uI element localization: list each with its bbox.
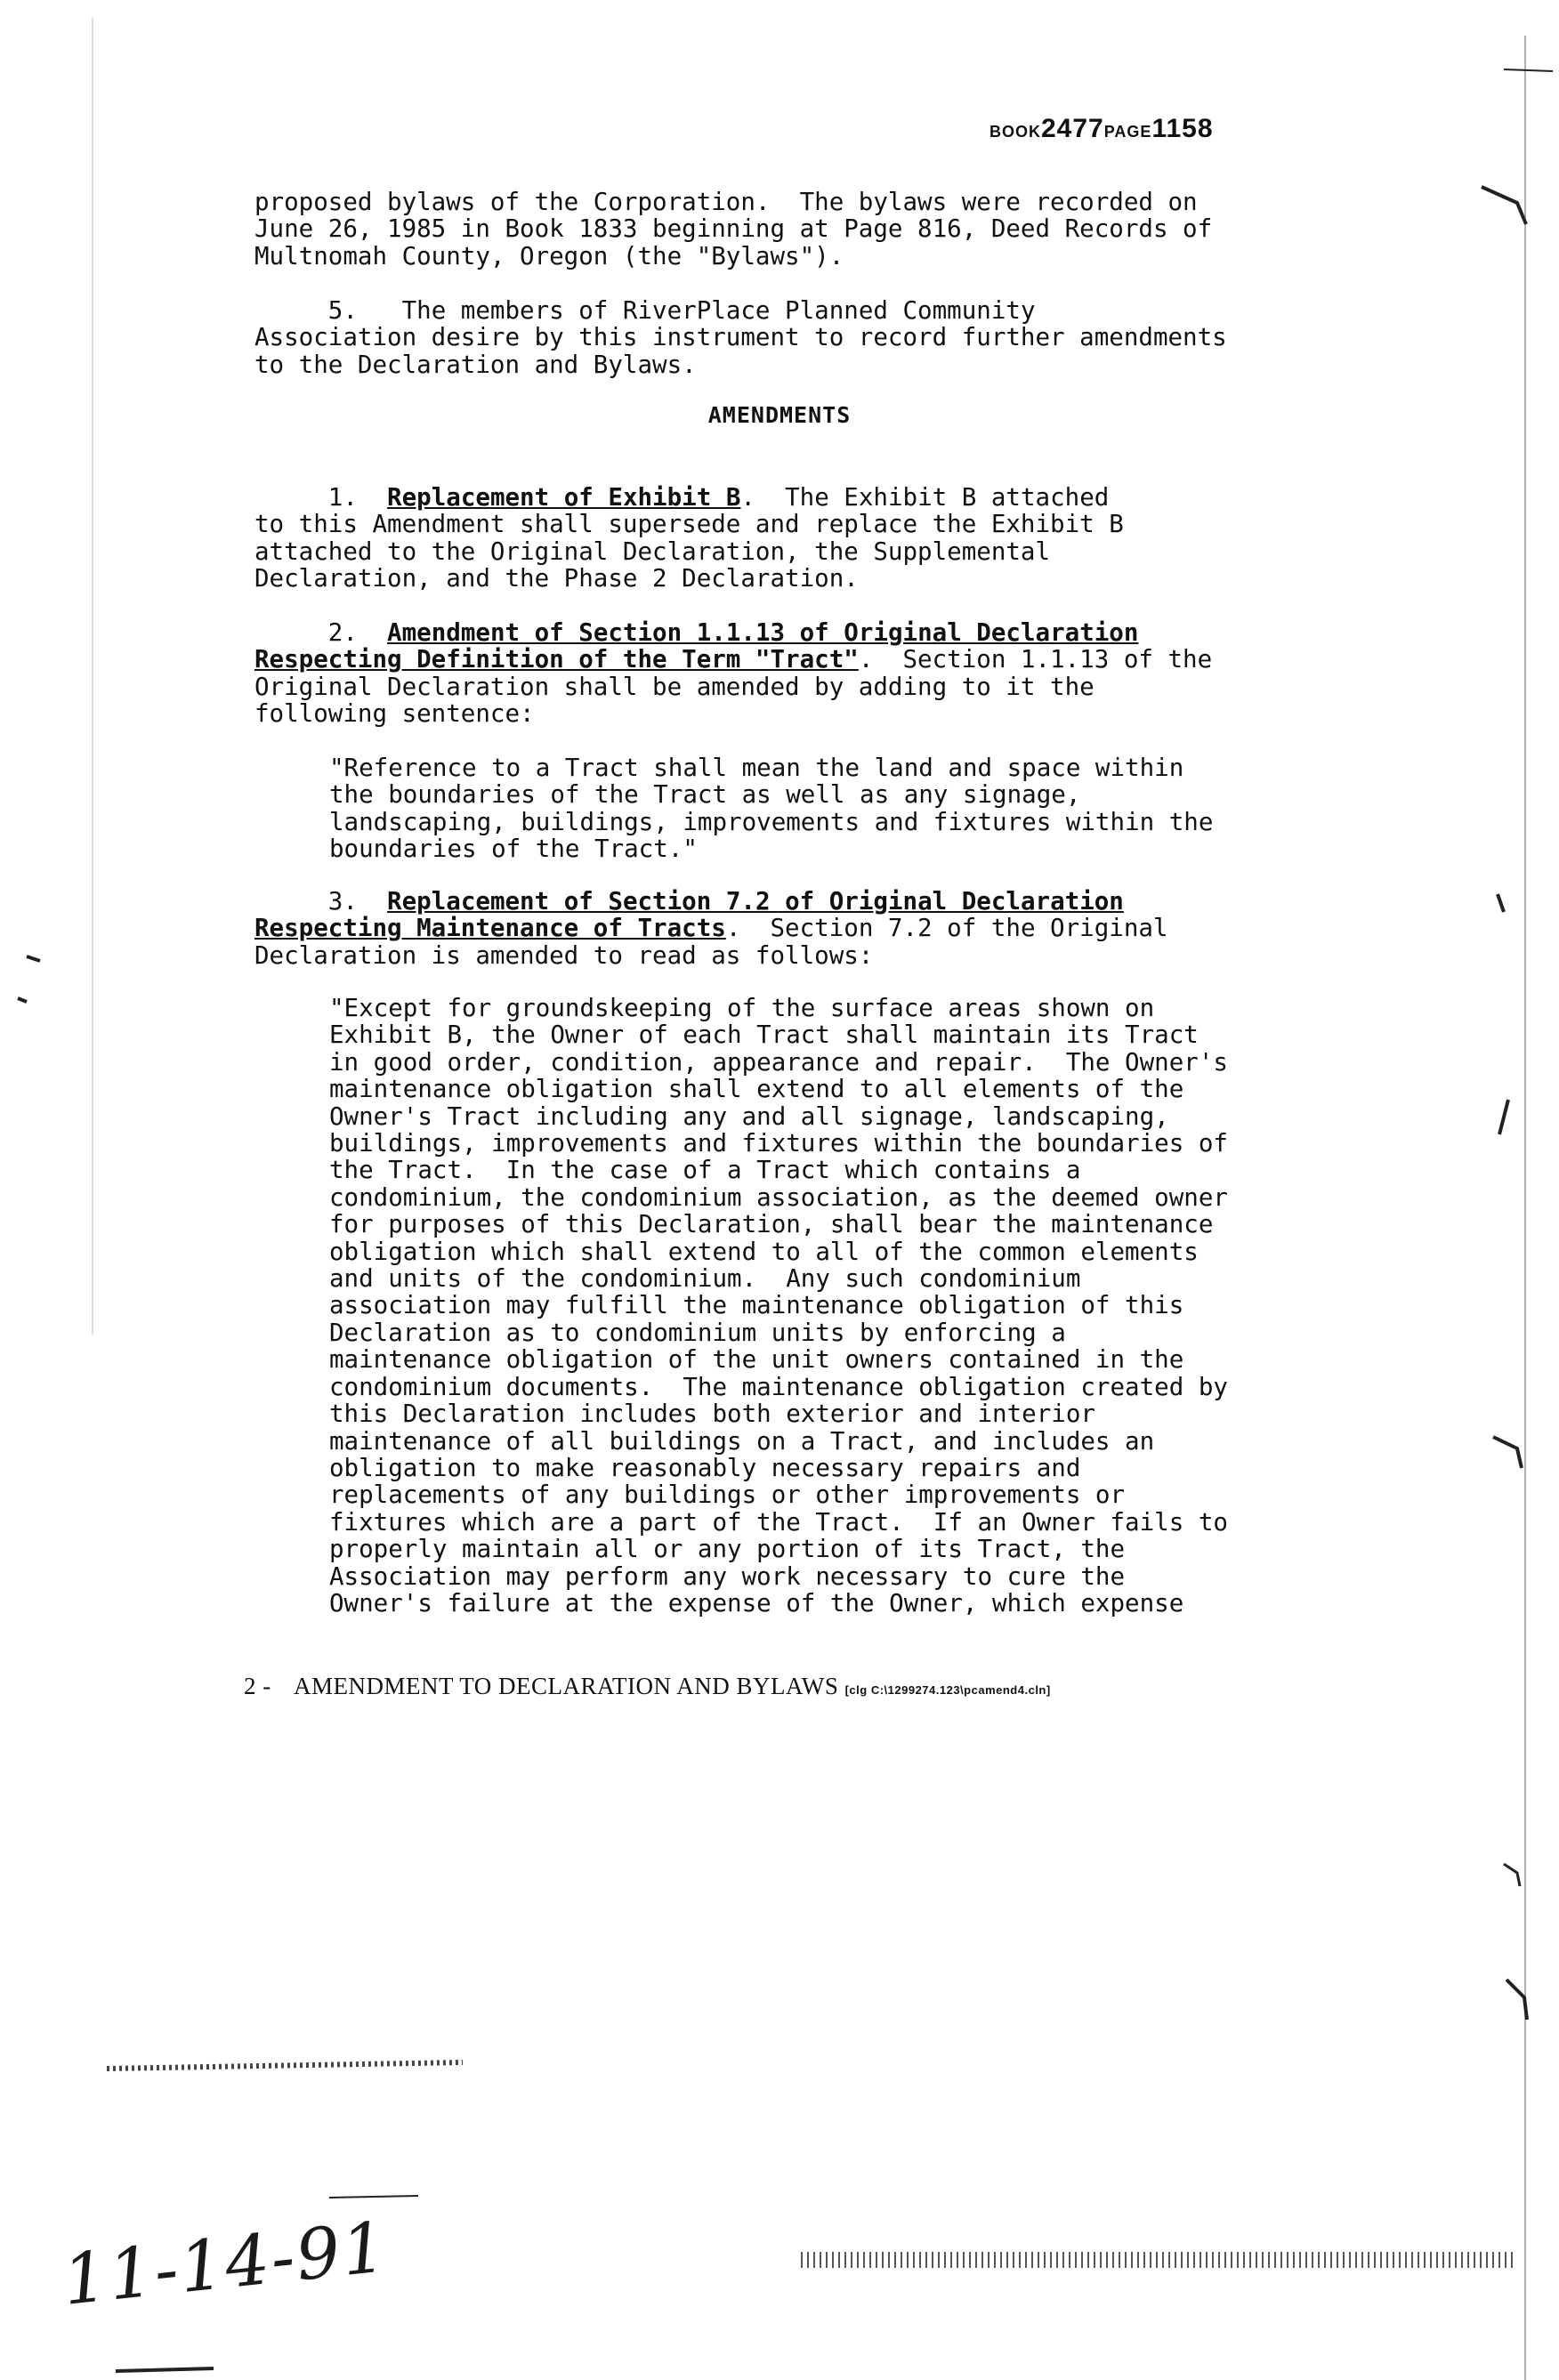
amendment-1-number: 1. <box>327 483 358 512</box>
amendment-2-text: . Section 1.1.13 of the Original Declaration shall be amended by adding to it the following sentence: <box>254 645 1213 729</box>
handwritten-date: 11-14-91 <box>59 2207 392 2321</box>
footer-page-number: 2 <box>244 1673 256 1699</box>
book-number: 2477 <box>1041 114 1104 143</box>
amendment-2-title-line2: Respecting Definition of the Term "Tract" <box>254 645 859 674</box>
footer-title: AMENDMENT TO DECLARATION AND BYLAWS <box>294 1673 839 1699</box>
amendment-2-quote: "Reference to a Tract shall mean the land and space within the boundaries of the Tract as well as any signage, landscaping, buildings, improvements and fixtures within the boundaries of the Tract." <box>329 754 1214 864</box>
book-label: BOOK <box>990 123 1041 141</box>
page-number: 1158 <box>1151 114 1214 143</box>
amendment-3-number: 3. <box>327 887 358 916</box>
amendment-1-title: Replacement of Exhibit B <box>387 483 741 512</box>
bylaws-paragraph: proposed bylaws of the Corporation. The bylaws were recorded on June 26, 1985 in Book 1833 beginning at Page 816, Deed Records of Multnomah County, Oregon (the "Bylaws"). <box>254 188 1213 270</box>
page-label: PAGE <box>1103 123 1152 141</box>
amendment-2-number: 2. <box>327 618 358 647</box>
footer-dash: - <box>263 1673 271 1699</box>
paragraph-five: 5. The members of RiverPlace Planned Community Association desire by this instrument to record further amendments to the Declaration and Bylaws. <box>254 296 1227 379</box>
amendments-heading: AMENDMENTS <box>707 402 852 428</box>
footer-file-code: [clg C:\1299274.123\pcamend4.cln] <box>844 1683 1051 1697</box>
amendment-3-title-line1: Replacement of Section 7.2 of Original Declaration <box>387 887 1124 916</box>
amendment-3-quote: "Except for groundskeeping of the surface areas shown on Exhibit B, the Owner of each Tract shall maintain its Tract in good order, condition, appearance and repair. The Owner's maintenance obligation shall extend to all elements of the Owner's Tract including any and all signage, landscaping, buildings, improvements and fixtures within the boundaries of the Tract. In the case of a Tract which contains a condominium, the condominium association, as the deemed owner for purposes of this Declaration, shall bear the maintenance obligation which shall extend to all of the common elements and units of the condominium. Any such condominium association may fulfill the maintenance obligation of this Declaration as to condominium units by enforcing a maintenance obligation of the unit owners contained in the condominium documents. The maintenance obligation created by this Declaration includes both exterior and interior maintenance of all buildings on a Tract, and includes an obligation to make reasonably necessary repairs and replacements of any buildings or other improvements or fixtures which are a part of the Tract. If an Owner fails to properly maintain all or any portion of its Tract, the Association may perform any work necessary to cure the Owner's failure at the expense of the Owner, which expense <box>329 994 1228 1618</box>
amendment-1-text: . The Exhibit B attached to this Amendment shall supersede and replace the Exhibit B attached to the Original Declaration, the Supplemental Declaration, and the Phase 2 Declaration. <box>254 483 1124 593</box>
amendment-2-title-line1: Amendment of Section 1.1.13 of Original Declaration <box>387 618 1139 647</box>
amendment-3-text: . Section 7.2 of the Original Declaration is amended to read as follows: <box>254 914 1168 970</box>
amendment-3-title-line2: Respecting Maintenance of Tracts <box>254 914 726 943</box>
